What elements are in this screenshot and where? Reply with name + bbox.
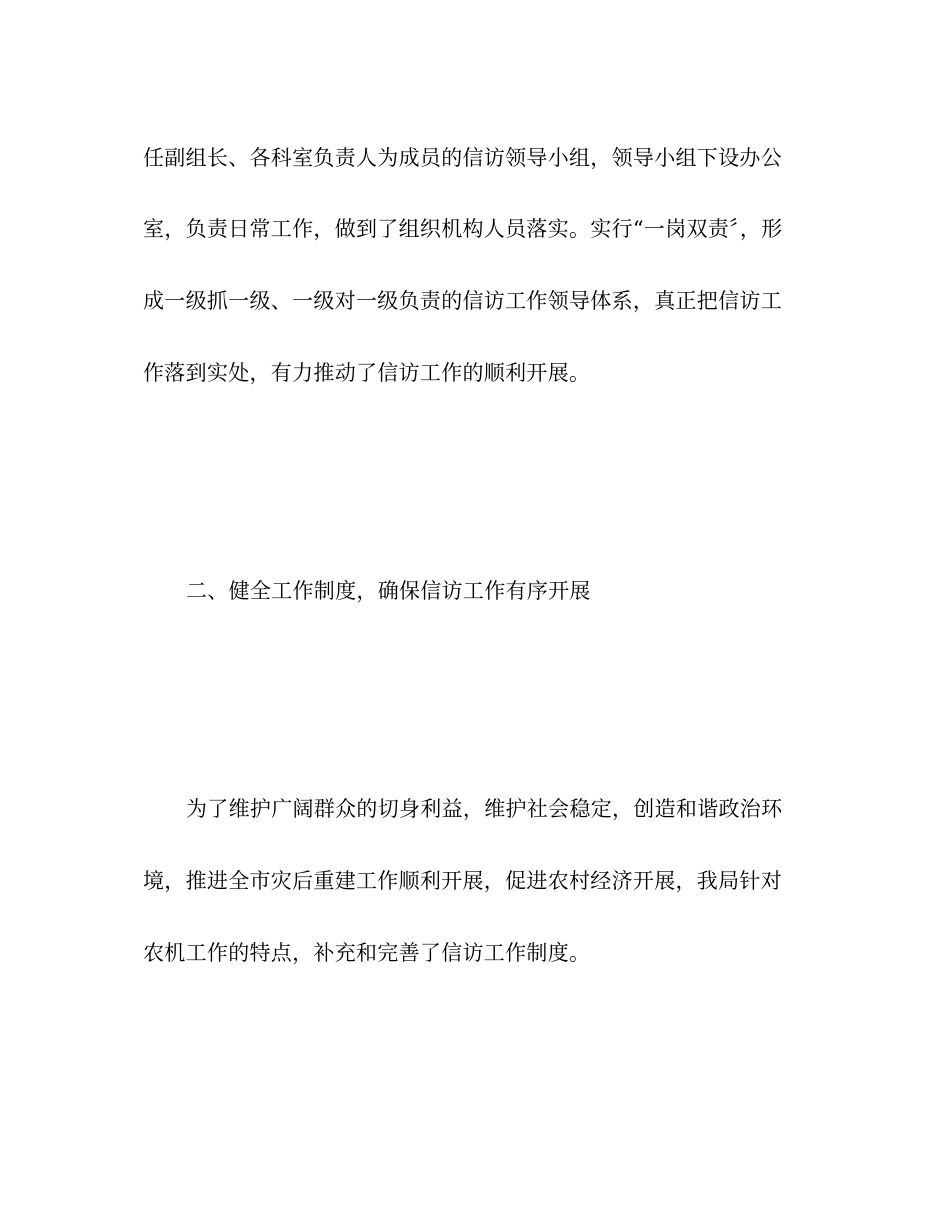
paragraph-1-line-3: 成一级抓一级、一级对一级负责的信访工作领导体系，真正把信访工 (143, 289, 782, 313)
paragraph-2-line-3: 农机工作的特点，补充和完善了信访工作制度。 (143, 941, 591, 965)
paragraph-1-line-2: 室，负责日常工作，做到了组织机构人员落实。实行“一岗双责〞，形 (143, 217, 783, 241)
paragraph-1-line-4: 作落到实处，有力推动了信访工作的顺利开展。 (143, 361, 591, 385)
paragraph-2-line-2: 境，推进全市灾后重建工作顺利开展，促进农村经济开展，我局针对 (143, 869, 782, 893)
paragraph-1-line-1: 任副组长、各科室负责人为成员的信访领导小组，领导小组下设办公 (143, 146, 782, 170)
paragraph-2-line-1: 为了维护广阔群众的切身利益，维护社会稳定，创造和谐政治环 (186, 797, 783, 821)
section-heading: 二、健全工作制度，确保信访工作有序开展 (186, 579, 591, 603)
